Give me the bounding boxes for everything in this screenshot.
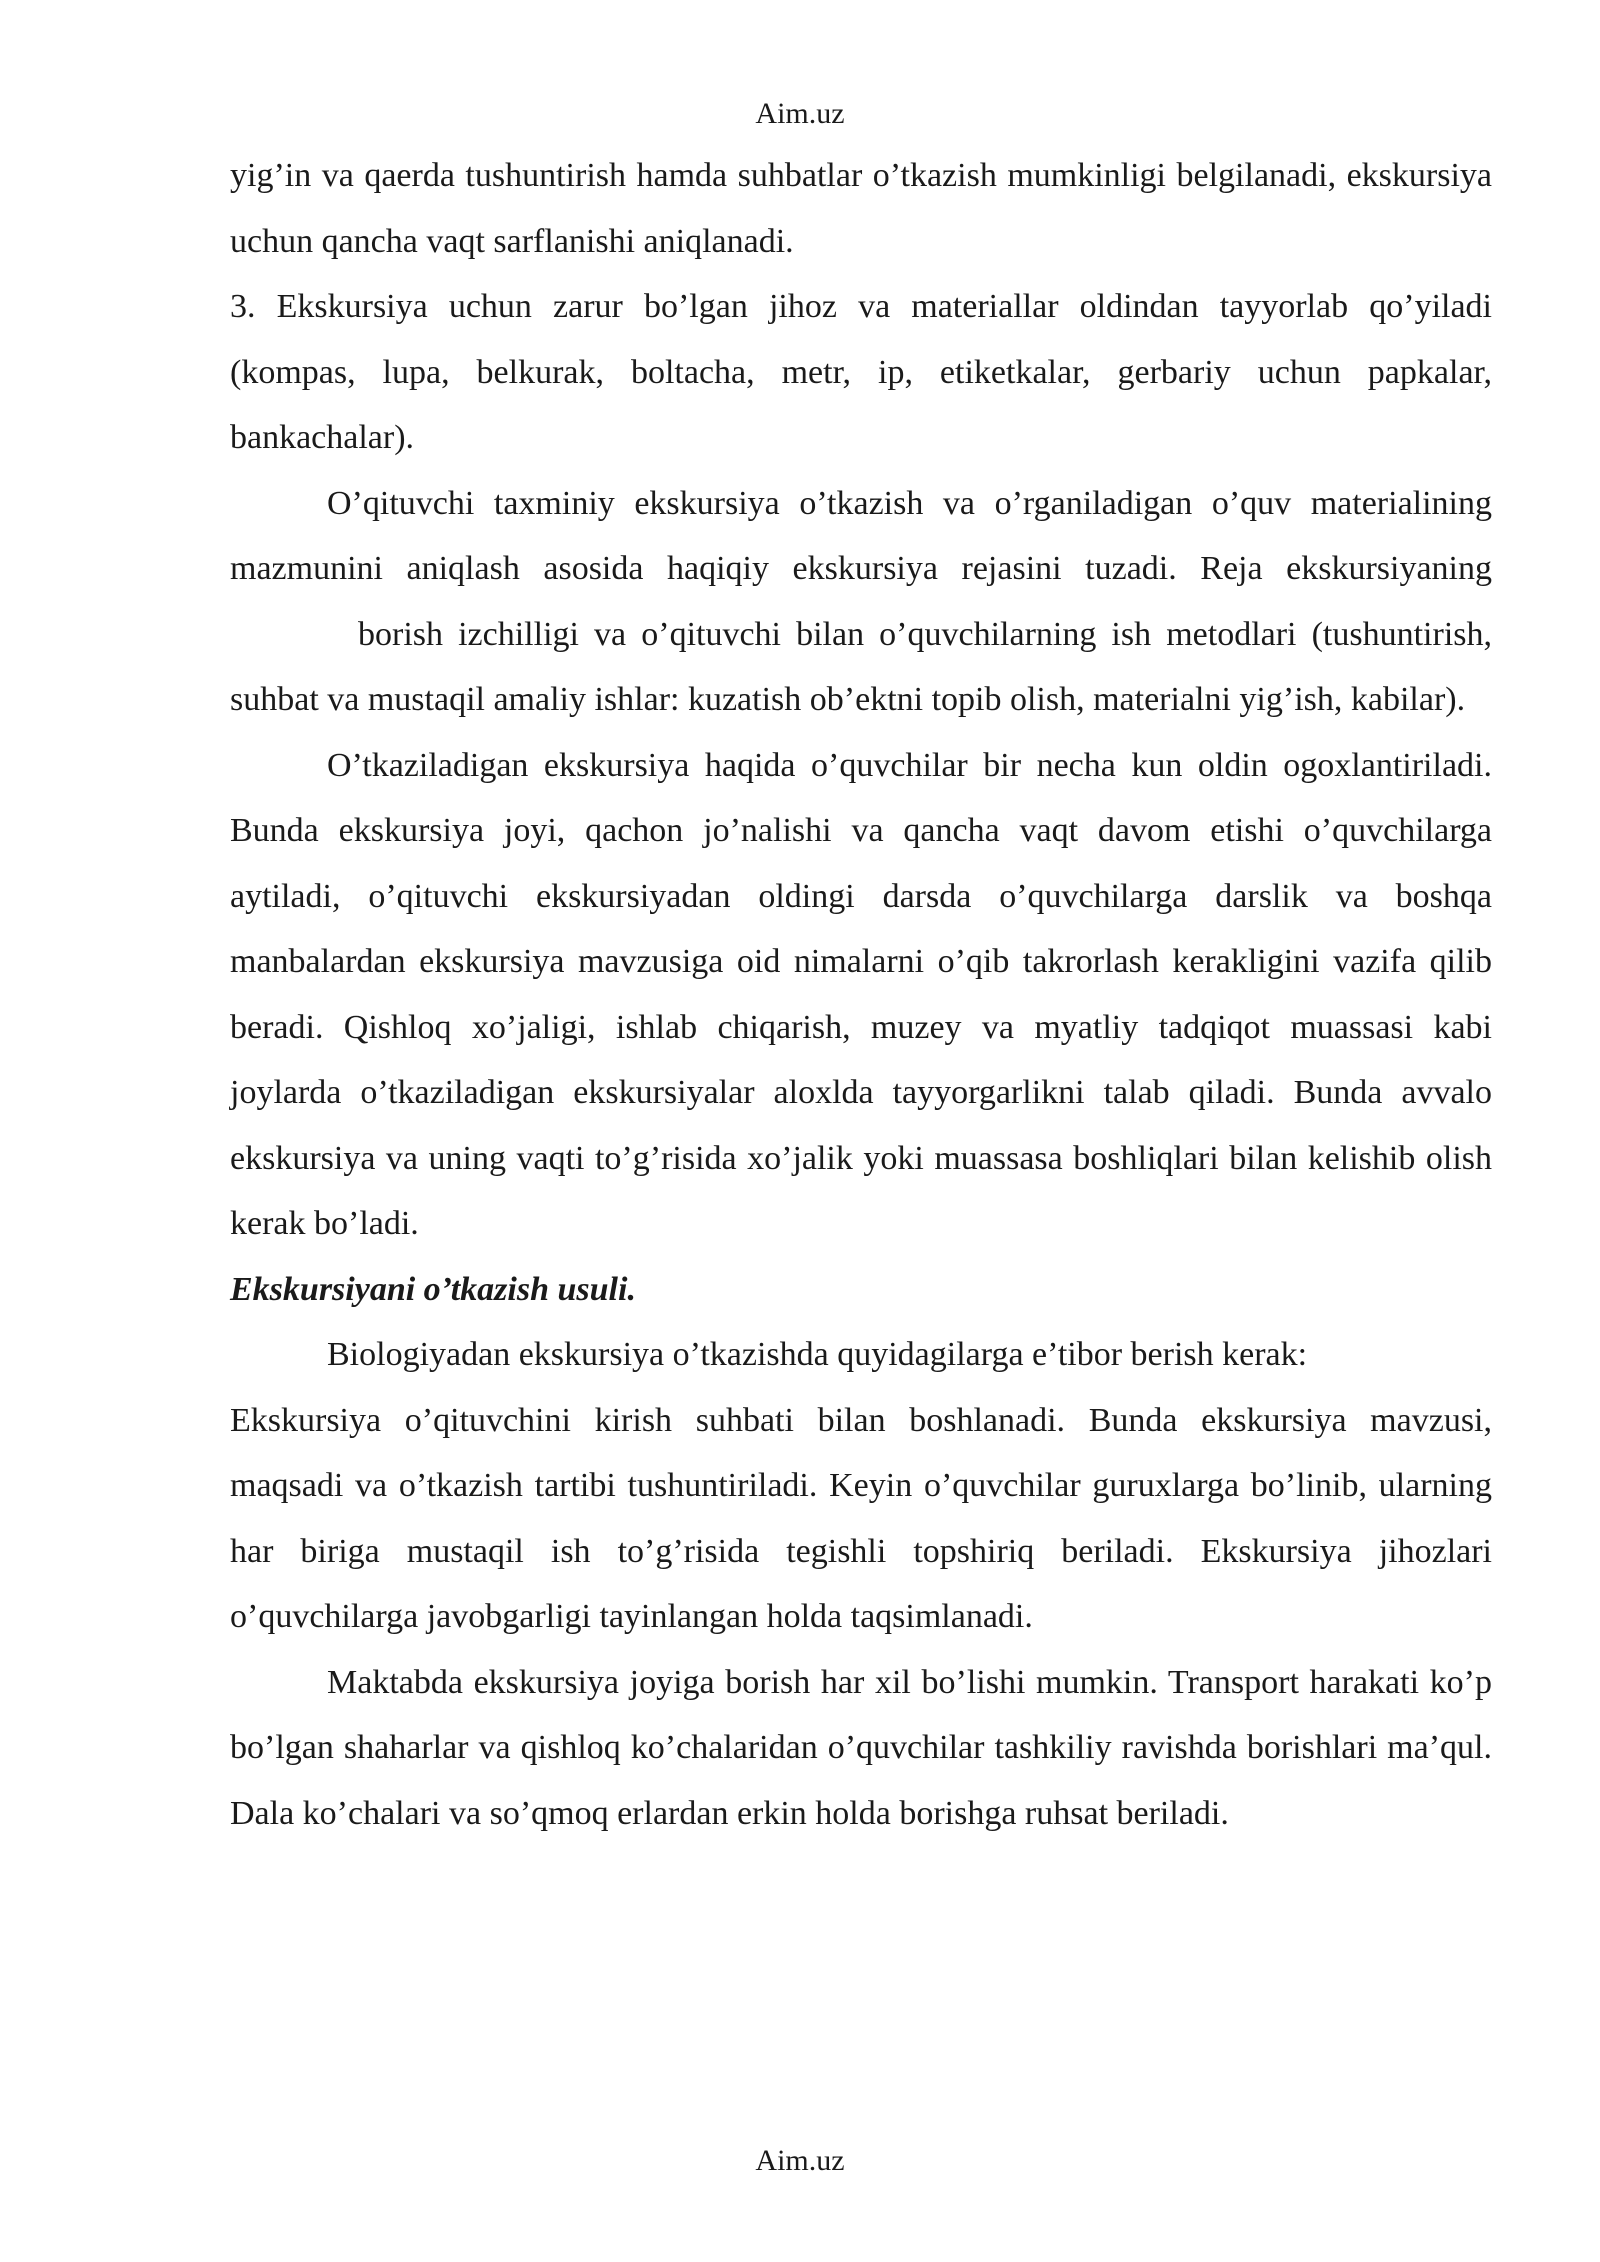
paragraph-biology-intro: Biologiyadan ekskursiya o’tkazishda quyidagilarga e’tibor berish kerak: xyxy=(327,1336,1308,1373)
section-heading: Ekskursiyani o’tkazish usuli. xyxy=(230,1270,636,1308)
paragraph-teacher-plan-part1: O’qituvchi taxminiy ekskursiya o’tkazish va o’rganiladigan o’quv materialining mazmunini aniqlash asosida haqiqiy ekskursiya rejasini tuzadi. Reja ekskursiyaning xyxy=(230,484,1492,587)
paragraph-intro-talk: Ekskursiya o’qituvchini kirish suhbati bilan boshlanadi. Bunda ekskursiya mavzusi, maqsadi va o’tkazish tartibi tushuntiriladi. Keyin o’quvchilar guruxlarga bo’linib, ularning har biriga mustaqil ish to’g’risida tegishli topshiriq beriladi. Ekskursiya jihozlari o’quvchilarga javobgarligi tayinlangan holda taqsimlanadi. xyxy=(230,1401,1492,1635)
paragraph-equipment: 3. Ekskursiya uchun zarur bo’lgan jihoz va materiallar oldindan tayyorlab qo’yiladi (kompas, lupa, belkurak, boltacha, metr, ip, etiketkalar, gerbariy uchun papkalar, bankachalar). xyxy=(230,288,1492,456)
page-header: Aim.uz xyxy=(755,97,845,130)
page-footer: Aim.uz xyxy=(755,2144,845,2177)
paragraph-transport: Maktabda ekskursiya joyiga borish har xil bo’lishi mumkin. Transport harakati ko’p bo’lgan shaharlar va qishloq ko’chalaridan o’quvchilar tashkiliy ravishda borishlari ma’qul. Dala ko’chalari va so’qmoq erlardan erkin holda borishga ruhsat beriladi. xyxy=(230,1663,1492,1832)
paragraph-student-notice: O’tkaziladigan ekskursiya haqida o’quvchilar bir necha kun oldin ogoxlantiriladi. Bunda ekskursiya joyi, qachon jo’nalishi va qancha vaqt davom etishi o’quvchilarga aytiladi, o’qituvchi ekskursiyadan oldingi darsda o’quvchilarga darslik va boshqa manbalardan ekskursiya mavzusiga oid nimalarni o’qib takrorlash kerakligini vazifa qilib beradi. Qishloq xo’jaligi, ishlab chiqarish, muzey va myatliy tadqiqot muassasi kabi joylarda o’tkaziladigan ekskursiyalar aloxlda tayyorgarlikni talab qiladi. Bunda avvalo ekskursiya va uning vaqti to’g’risida xo’jalik yoki muassasa boshliqlari bilan kelishib olish kerak bo’ladi. xyxy=(230,746,1492,1242)
paragraph-excursion-planning: yig’in va qaerda tushuntirish hamda suhbatlar o’tkazish mumkinligi belgilanadi, ekskursiya uchun qancha vaqt sarflanishi aniqlanadi. xyxy=(230,157,1492,260)
paragraph-teacher-plan-part2: borish izchilligi va o’qituvchi bilan o’quvchilarning ish metodlari (tushuntirish, suhbat va mustaqil amaliy ishlar: kuzatish ob’ektni topib olish, materialni yig’ish, kabilar). xyxy=(230,615,1492,718)
paragraph-teacher-plan xyxy=(230,471,1492,733)
document-body xyxy=(230,143,1492,1846)
